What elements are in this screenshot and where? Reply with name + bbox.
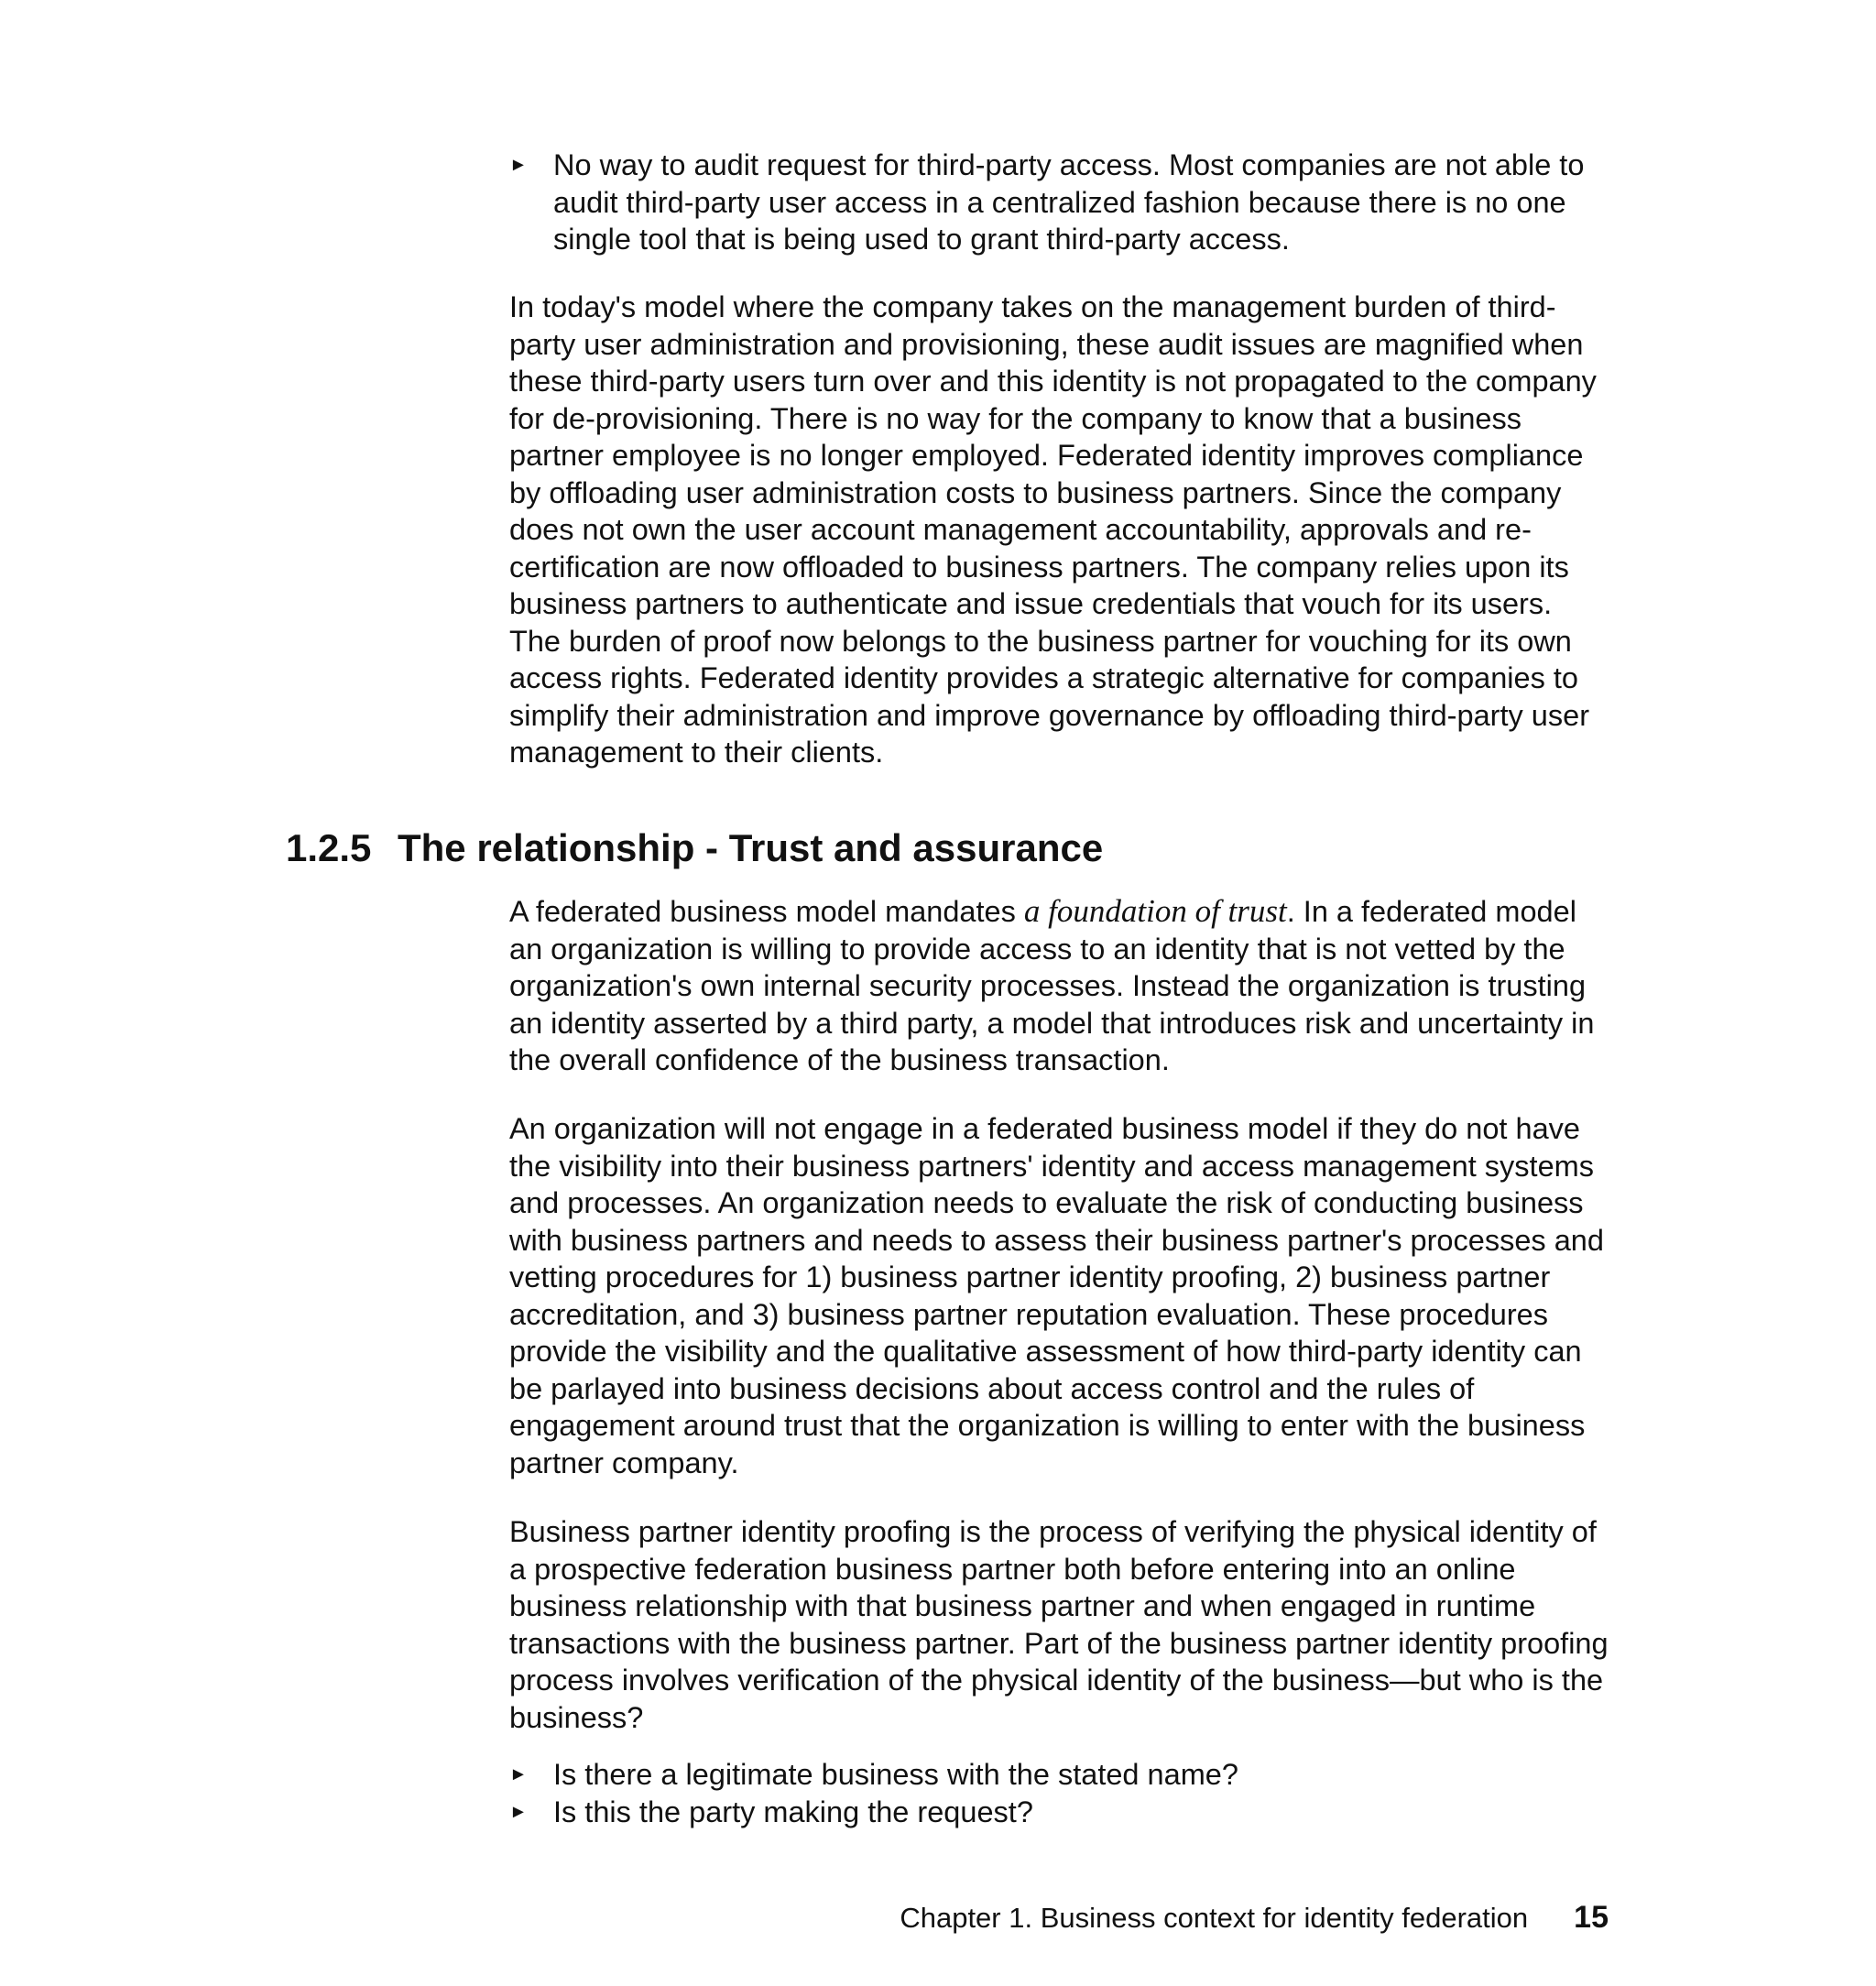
triangle-bullet-icon: ► — [509, 1764, 528, 1784]
triangle-bullet-icon: ► — [509, 1801, 528, 1822]
bullet-item — [509, 1794, 1609, 1831]
paragraph-text: An organization will not engage in a federated business model if they do not have the visibility into their business partners' identity and access management systems and processes. An organization needs to evaluate the risk of conducting business with business partners and needs to assess their business partner's processes and vetting procedures for 1) business partner identity proofing, 2) business partner accreditation, and 3) business partner reputation evaluation. These procedures provide the visibility and the qualitative assessment of how third-party identity can be parlayed into business decisions about access control and the rules of engagement around trust that the organization is willing to enter with the business partner company. — [509, 1112, 1604, 1479]
top-bullet-list — [509, 147, 1609, 258]
page-footer — [824, 1899, 1609, 1937]
bullet-item — [509, 147, 1609, 258]
bottom-bullet-list — [509, 1756, 1609, 1830]
paragraph-text: Business partner identity proofing is the process of verifying the physical identity of a prospective federation business partner both before entering into an online business relationship with that business partner and when engaged in runtime transactions with the business partner. Part of the business partner identity proofing process involves verification of the physical identity of the business—but who is the business? — [509, 1515, 1609, 1734]
emphasis-text: a foundation of trust — [1023, 893, 1287, 929]
bullet-text: Is there a legitimate business with the stated name? — [553, 1758, 1238, 1791]
bottom-bullet-block — [509, 1756, 1609, 1830]
section-heading — [286, 824, 1103, 872]
paragraph-foundation-of-trust — [509, 893, 1609, 1079]
paragraph-identity-proofing — [509, 1513, 1609, 1736]
paragraph-text-start: A federated business model mandates — [509, 895, 1024, 928]
paragraph-text — [509, 893, 1609, 1079]
paragraph-visibility — [509, 1110, 1609, 1481]
paragraph-audit-issues — [509, 289, 1609, 771]
bullet-text: Is this the party making the request? — [553, 1795, 1033, 1828]
page-number: 15 — [1574, 1900, 1609, 1935]
top-bullet-block — [509, 147, 1609, 258]
paragraph-text: In today's model where the company takes on the management burden of third-party user administration and provisioning, these audit issues are magnified when these third-party users turn over and this identity is not propagated to the company for de-provisioning. There is no way for the company to know that a business partner employee is no longer employed. Federated identity improves compliance by offloading user administration costs to business partners. Since the company does not own the user account management accountability, approvals and re-certification are now offloaded to business partners. The company relies upon its business partners to authenticate and issue credentials that vouch for its users. The burden of proof now belongs to the business partner for vouching for its own access rights. Federated identity provides a strategic alternative for companies to simplify their administration and improve governance by offloading third-party user management to their clients. — [509, 290, 1597, 769]
triangle-bullet-icon: ► — [509, 155, 528, 175]
paragraph-text-end: . In a federated model an organization is willing to provide access to an identity that is not vetted by the organization's own internal security processes. Instead the organization is trusting an identity asserted by a third party, a model that introduces risk and uncertainty in the overall confidence of the business transaction. — [509, 895, 1595, 1076]
footer-chapter-title: Chapter 1. Business context for identity federation — [900, 1902, 1529, 1934]
section-number: 1.2.5 — [286, 826, 372, 869]
section-title: The relationship - Trust and assurance — [398, 826, 1104, 869]
bullet-item — [509, 1756, 1609, 1794]
bullet-text: No way to audit request for third-party access. Most companies are not able to audit third-party user access in a centralized fashion because there is no one single tool that is being used to grant third-party access. — [553, 148, 1585, 256]
